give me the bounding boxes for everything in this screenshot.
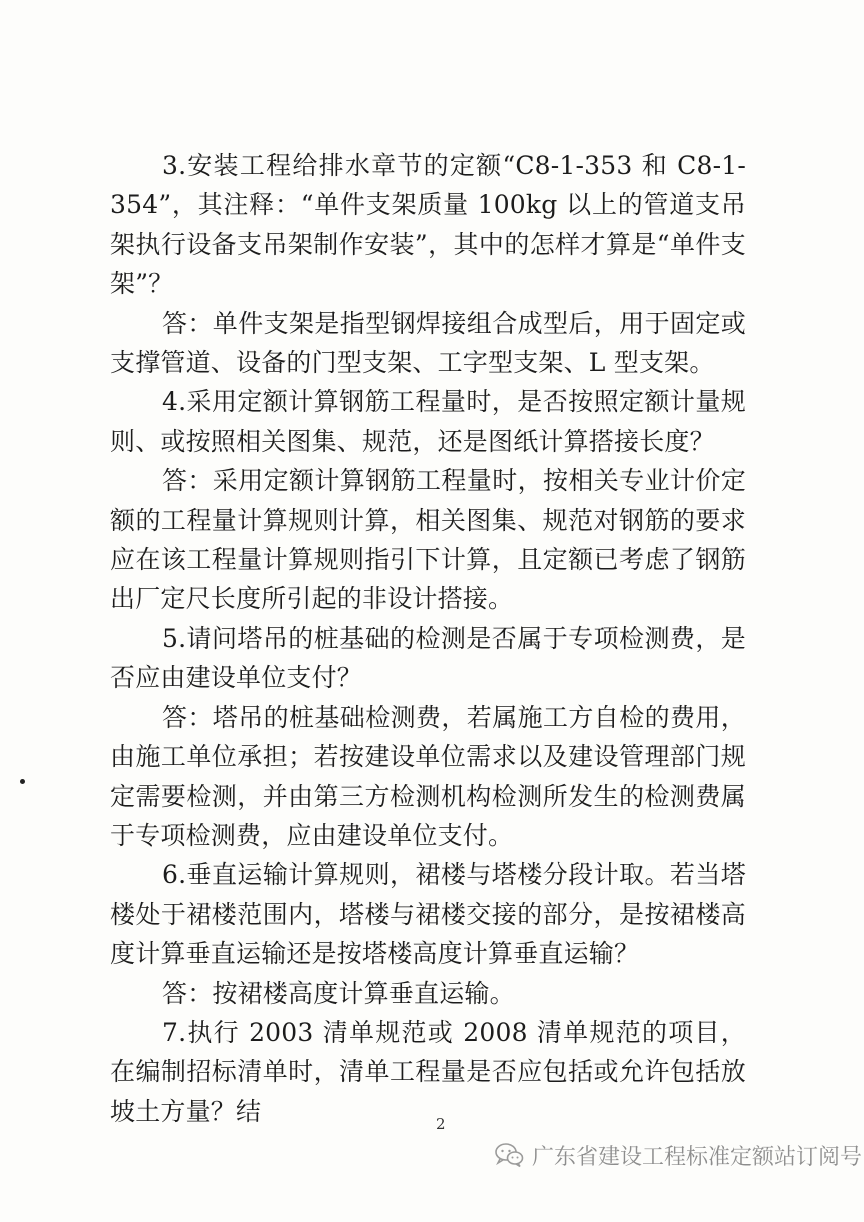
page-number: 2 bbox=[436, 1115, 446, 1133]
answer-4: 答：采用定额计算钢筋工程量时，按相关专业计价定额的工程量计算规则计算，相关图集、规范对钢筋的要求应在该工程量计算规则指引下计算，且定额已考虑了钢筋出厂定尺长度所引起的非设计搭接。 bbox=[110, 466, 746, 614]
question-4: 4.采用定额计算钢筋工程量时，是否按照定额计量规则、或按照相关图集、规范，还是图纸计算搭接长度？ bbox=[110, 387, 746, 456]
wechat-icon bbox=[494, 1142, 524, 1168]
question-5: 5.请问塔吊的桩基础的检测是否属于专项检测费，是否应由建设单位支付？ bbox=[110, 623, 746, 693]
answer-5: 答：塔吊的桩基础检测费，若属施工方自检的费用，由施工单位承担；若按建设单位需求以及建设管理部门规定需要检测，并由第三方检测机构检测所发生的检测费属于专项检测费，应由建设单位支付。 bbox=[110, 702, 746, 850]
answer-6: 答：按裙楼高度计算垂直运输。 bbox=[162, 978, 515, 1008]
watermark bbox=[494, 1140, 862, 1170]
watermark-text: 广东省建设工程标准定额站订阅号 bbox=[532, 1144, 863, 1170]
scan-speck bbox=[20, 779, 25, 784]
document-body bbox=[110, 146, 746, 1131]
question-3: 3.安装工程给排水章节的定额“C8-1-353 和 C8-1-354”，其注释：“单件支架质量 100kg 以上的管道支吊架执行设备支吊架制作安装”，其中的怎样才算是“单件支架”？ bbox=[110, 151, 746, 299]
question-7: 7.执行 2003 清单规范或 2008 清单规范的项目，在编制招标清单时，清单工程量是否应包括或允许包括放坡土方量？结 bbox=[110, 1017, 746, 1126]
question-6: 6.垂直运输计算规则，裙楼与塔楼分段计取。若当塔楼处于裙楼范围内，塔楼与裙楼交接的部分，是按裙楼高度计算垂直运输还是按塔楼高度计算垂直运输？ bbox=[110, 860, 746, 969]
answer-3: 答：单件支架是指型钢焊接组合成型后，用于固定或支撑管道、设备的门型支架、工字型支架、L 型支架。 bbox=[110, 308, 746, 378]
